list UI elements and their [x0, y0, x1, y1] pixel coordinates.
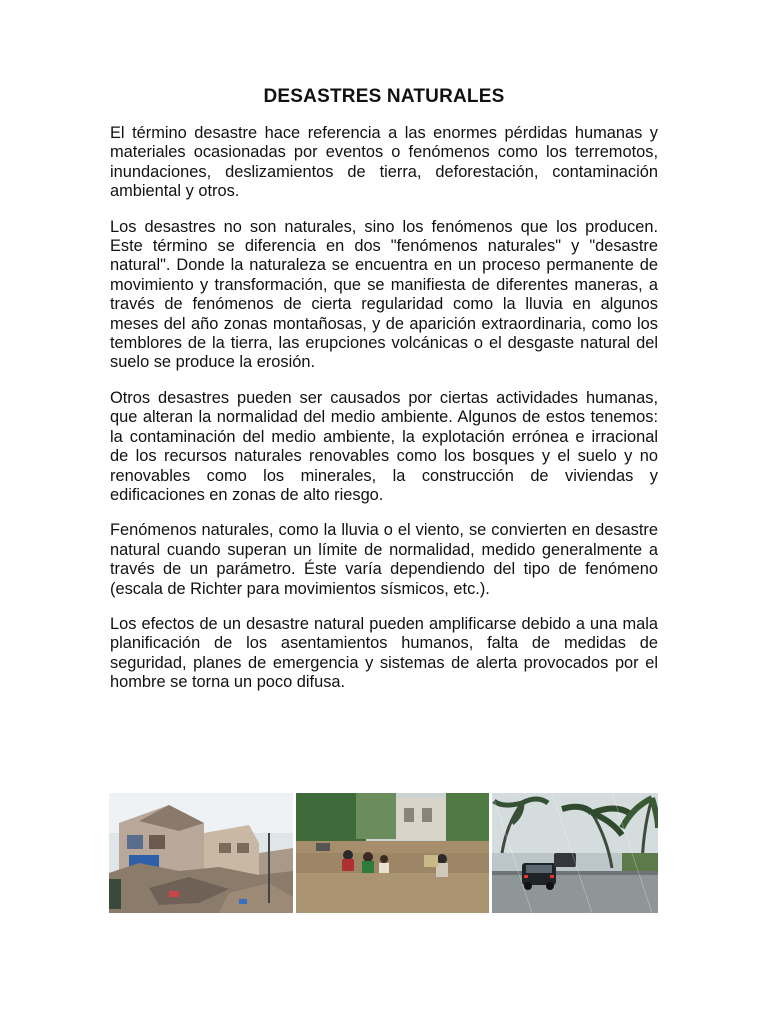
paragraph-1: El término desastre hace referencia a las enormes pérdidas humanas y materiales ocasionadas por eventos o fenómenos como los terremotos, inundaciones, deslizamientos de tierra, deforestación, contaminación ambiental y otros.	[110, 124, 658, 201]
paragraph-4: Fenómenos naturales, como la lluvia o el viento, se convierten en desastre natural cuando superan un límite de normalidad, medido generalmente a través de un parámetro. Éste varía dependiendo del tipo de fenómeno (escala de Richter para movimientos sísmicos, etc.).	[110, 521, 658, 598]
flood-street-photo	[296, 793, 489, 913]
earthquake-rubble-photo	[109, 793, 293, 913]
paragraph-5: Los efectos de un desastre natural pueden amplificarse debido a una mala planificación de los asentamientos humanos, falta de medidas de seguridad, planes de emergencia y sistemas de alerta provocados por el hombre se torna un poco difusa.	[110, 614, 658, 692]
paragraph-2: Los desastres no son naturales, sino los fenómenos que los producen. Este término se diferencia en dos "fenómenos naturales" y "desastre natural". Donde la naturaleza se encuentra en un proceso permanente de movimiento y transformación, que se manifiesta de diferentes maneras, a través de fenómenos de cierta regularidad como la lluvia en algunos meses del año zonas montañosas, y de aparición extraordinaria, como los temblores de la tierra, las erupciones volcánicas o el desgaste natural del suelo se produce la erosión.	[110, 217, 658, 372]
document-title: DESASTRES NATURALES	[263, 86, 505, 107]
hurricane-storm-photo	[492, 793, 658, 913]
photo-strip	[109, 793, 658, 913]
paragraph-3: Otros desastres pueden ser causados por ciertas actividades humanas, que alteran la normalidad del medio ambiente. Algunos de estos tenemos: la contaminación del medio ambiente, la explotación errónea e irracional de los recursos naturales renovables como los bosques y el suelo y no renovables como los minerales, la construcción de viviendas y edificaciones en zonas de alto riesgo.	[110, 388, 658, 504]
document-body	[110, 124, 658, 709]
